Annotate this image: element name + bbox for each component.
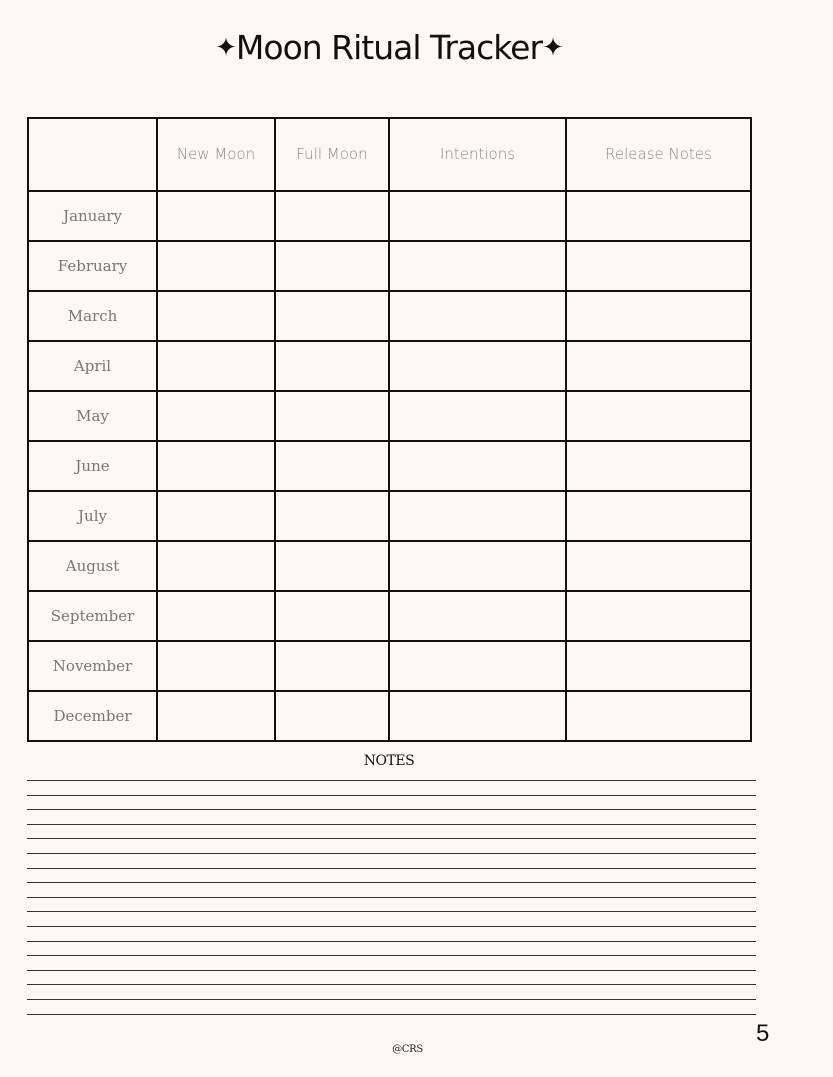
cell-full-moon[interactable] xyxy=(275,591,389,641)
table-row xyxy=(28,191,751,241)
sparkle-star-icon-right: ✦ xyxy=(542,33,563,63)
table-header-row xyxy=(28,118,751,191)
cell-new-moon[interactable] xyxy=(157,641,275,691)
month-label: July xyxy=(28,491,157,541)
month-label: September xyxy=(28,591,157,641)
notes-line[interactable] xyxy=(27,926,756,941)
cell-intentions[interactable] xyxy=(389,291,566,341)
cell-release-notes[interactable] xyxy=(566,291,751,341)
cell-release-notes[interactable] xyxy=(566,441,751,491)
cell-intentions[interactable] xyxy=(389,241,566,291)
cell-full-moon[interactable] xyxy=(275,341,389,391)
cell-release-notes[interactable] xyxy=(566,341,751,391)
cell-new-moon[interactable] xyxy=(157,391,275,441)
cell-new-moon[interactable] xyxy=(157,491,275,541)
notes-lines xyxy=(27,780,756,1028)
cell-intentions[interactable] xyxy=(389,441,566,491)
cell-release-notes[interactable] xyxy=(566,491,751,541)
cell-intentions[interactable] xyxy=(389,541,566,591)
cell-full-moon[interactable] xyxy=(275,391,389,441)
cell-full-moon[interactable] xyxy=(275,241,389,291)
sparkle-star-icon-left: ✦ xyxy=(215,33,236,63)
cell-intentions[interactable] xyxy=(389,191,566,241)
notes-line[interactable] xyxy=(27,780,756,795)
cell-full-moon[interactable] xyxy=(275,291,389,341)
table-row xyxy=(28,641,751,691)
notes-line[interactable] xyxy=(27,970,756,985)
cell-full-moon[interactable] xyxy=(275,491,389,541)
notes-line[interactable] xyxy=(27,999,756,1014)
notes-line[interactable] xyxy=(27,984,756,999)
month-label: March xyxy=(28,291,157,341)
cell-new-moon[interactable] xyxy=(157,591,275,641)
cell-release-notes[interactable] xyxy=(566,391,751,441)
notes-line[interactable] xyxy=(27,809,756,824)
table-row xyxy=(28,341,751,391)
cell-new-moon[interactable] xyxy=(157,441,275,491)
table-row xyxy=(28,391,751,441)
notes-line[interactable] xyxy=(27,868,756,883)
cell-intentions[interactable] xyxy=(389,391,566,441)
cell-new-moon[interactable] xyxy=(157,291,275,341)
month-label: February xyxy=(28,241,157,291)
cell-release-notes[interactable] xyxy=(566,691,751,741)
page-title xyxy=(0,28,778,67)
table-row xyxy=(28,241,751,291)
cell-intentions[interactable] xyxy=(389,591,566,641)
table-row xyxy=(28,691,751,741)
cell-full-moon[interactable] xyxy=(275,441,389,491)
cell-new-moon[interactable] xyxy=(157,241,275,291)
footer-credit: @CRS xyxy=(392,1044,423,1055)
notes-line[interactable] xyxy=(27,882,756,897)
cell-release-notes[interactable] xyxy=(566,241,751,291)
month-label: August xyxy=(28,541,157,591)
cell-release-notes[interactable] xyxy=(566,591,751,641)
cell-release-notes[interactable] xyxy=(566,541,751,591)
header-cell-intentions: Intentions xyxy=(389,118,566,191)
notes-line[interactable] xyxy=(27,911,756,926)
header-cell-release-notes: Release Notes xyxy=(566,118,751,191)
notes-line[interactable] xyxy=(27,853,756,868)
notes-line[interactable] xyxy=(27,824,756,839)
month-label: June xyxy=(28,441,157,491)
cell-new-moon[interactable] xyxy=(157,541,275,591)
cell-new-moon[interactable] xyxy=(157,191,275,241)
cell-full-moon[interactable] xyxy=(275,641,389,691)
cell-intentions[interactable] xyxy=(389,641,566,691)
notes-line[interactable] xyxy=(27,955,756,970)
page-title-text: Moon Ritual Tracker xyxy=(235,28,543,67)
header-cell-empty xyxy=(28,118,157,191)
moon-ritual-table xyxy=(27,117,752,742)
month-label: April xyxy=(28,341,157,391)
cell-intentions[interactable] xyxy=(389,491,566,541)
table-row xyxy=(28,491,751,541)
header-cell-full-moon: Full Moon xyxy=(275,118,389,191)
notes-line[interactable] xyxy=(27,941,756,956)
cell-intentions[interactable] xyxy=(389,691,566,741)
table-row xyxy=(28,441,751,491)
notes-line[interactable] xyxy=(27,795,756,810)
table-row xyxy=(28,291,751,341)
table-row xyxy=(28,591,751,641)
cell-full-moon[interactable] xyxy=(275,191,389,241)
notes-line[interactable] xyxy=(27,897,756,912)
header-cell-new-moon: New Moon xyxy=(157,118,275,191)
month-label: November xyxy=(28,641,157,691)
notes-line[interactable] xyxy=(27,838,756,853)
cell-new-moon[interactable] xyxy=(157,341,275,391)
page-number: 5 xyxy=(756,1020,770,1047)
month-label: May xyxy=(28,391,157,441)
month-label: December xyxy=(28,691,157,741)
cell-full-moon[interactable] xyxy=(275,541,389,591)
notes-heading: NOTES xyxy=(363,753,415,769)
cell-intentions[interactable] xyxy=(389,341,566,391)
cell-full-moon[interactable] xyxy=(275,691,389,741)
cell-release-notes[interactable] xyxy=(566,191,751,241)
cell-new-moon[interactable] xyxy=(157,691,275,741)
notes-line[interactable] xyxy=(27,1014,756,1029)
table-row xyxy=(28,541,751,591)
cell-release-notes[interactable] xyxy=(566,641,751,691)
month-label: January xyxy=(28,191,157,241)
